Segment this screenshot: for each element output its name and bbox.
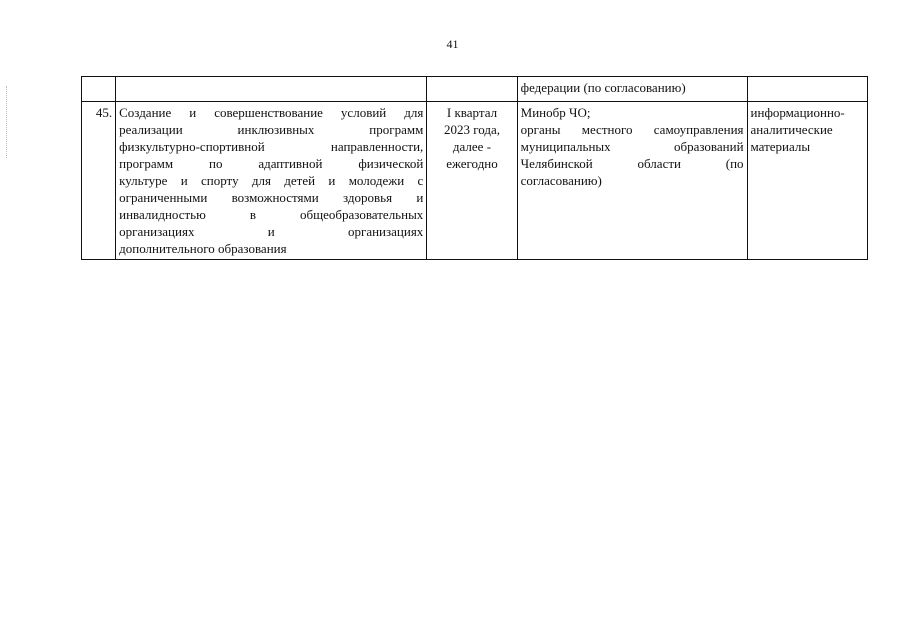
cell-num: 45. [82, 102, 116, 260]
executors-line: муниципальных образований [520, 139, 744, 154]
description-line: инвалидностью в общеобразовательных [119, 207, 424, 222]
margin-mark [6, 86, 8, 158]
table-row-45 [82, 102, 868, 260]
description-line: организациях и организациях [119, 224, 424, 239]
description-line: Создание и совершенствование условий для [119, 105, 424, 120]
description-line: дополнительного образования [119, 241, 287, 256]
executors-line: Минобр ЧО; [520, 105, 591, 120]
term-line: I квартал [446, 105, 498, 120]
cell-num [82, 77, 116, 102]
result-line: материалы [750, 139, 811, 154]
plan-table [81, 76, 868, 260]
cell-result [747, 102, 867, 260]
term-line: ежегодно [446, 156, 498, 171]
description-line: физкультурно-спортивной направленности, [119, 139, 424, 154]
cell-result [747, 77, 867, 102]
cell-description [116, 102, 427, 260]
term-line: 2023 года, [443, 122, 500, 137]
term-line: далее - [452, 139, 492, 154]
executors-line: Челябинской области (по [520, 156, 744, 171]
table-row-continuation [82, 77, 868, 102]
executors-line: согласованию) [520, 173, 602, 188]
description-line: программ по адаптивной физической [119, 156, 424, 171]
cell-term [427, 102, 517, 260]
page-number: 41 [446, 37, 459, 51]
cell-term [427, 77, 517, 102]
cell-executors: федерации (по согласованию) [517, 77, 747, 102]
executors-line: органы местного самоуправления [520, 122, 744, 137]
cell-executors [517, 102, 747, 260]
result-line: аналитические [750, 122, 833, 137]
description-line: культуре и спорту для детей и молодежи с [119, 173, 424, 188]
description-line: реализации инклюзивных программ [119, 122, 424, 137]
cell-description [116, 77, 427, 102]
description-line: ограниченными возможностями здоровья и [119, 190, 424, 205]
result-line: информационно- [750, 105, 845, 120]
